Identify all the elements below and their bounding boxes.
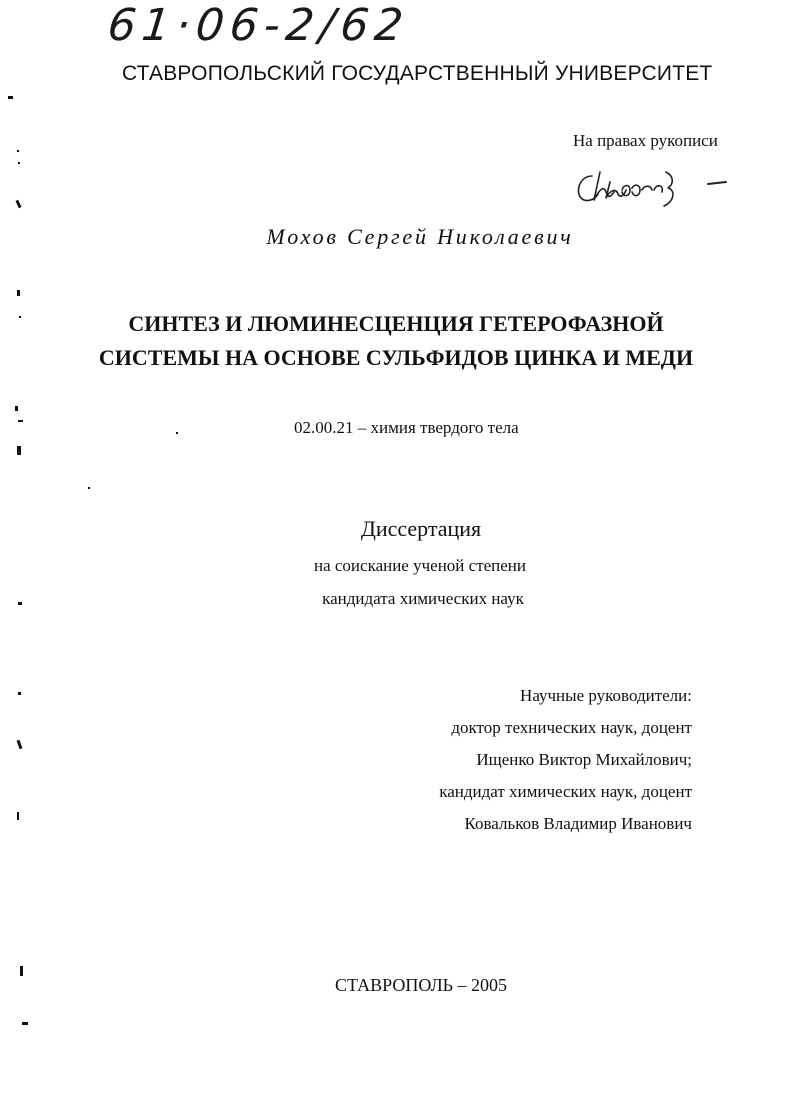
scan-speck (15, 406, 18, 411)
author-signature (570, 162, 740, 212)
document-type: Диссертация (360, 516, 482, 541)
supervisor-2-title: кандидат химических наук, доцент (439, 782, 692, 801)
degree-line-1: на соискание ученой степени (313, 556, 527, 575)
scan-speck (176, 432, 178, 434)
degree-line-2: кандидата химических наук (322, 589, 524, 608)
scan-speck (18, 602, 22, 605)
scan-speck (18, 420, 23, 422)
scan-speck (17, 150, 19, 152)
thesis-title-line-2: СИСТЕМЫ НА ОСНОВЕ СУЛЬФИДОВ ЦИНКА И МЕДИ (98, 345, 694, 370)
supervisor-1-name: Ищенко Виктор Михайлович; (476, 750, 692, 769)
rights-note: На правах рукописи (573, 131, 718, 150)
scan-speck (8, 96, 13, 99)
scan-speck (20, 966, 23, 976)
scan-speck (88, 487, 90, 489)
scan-speck (18, 692, 21, 695)
scan-speck (19, 316, 21, 318)
author-name: Мохов Сергей Николаевич (266, 224, 574, 249)
scan-speck (17, 290, 20, 296)
supervisor-2-name: Ковальков Владимир Иванович (464, 814, 692, 833)
scan-speck (17, 740, 23, 749)
archive-code-handwritten: 61·06-2/62 (105, 0, 412, 51)
specialty-code: 02.00.21 – химия твердого тела (294, 418, 519, 437)
supervisor-1-title: доктор технических наук, доцент (451, 718, 692, 737)
scan-speck (17, 446, 21, 455)
scan-speck (18, 162, 20, 164)
scan-speck (15, 200, 21, 209)
thesis-title-line-1: СИНТЕЗ И ЛЮМИНЕСЦЕНЦИЯ ГЕТЕРОФАЗНОЙ (128, 311, 664, 336)
university-name: СТАВРОПОЛЬСКИЙ ГОСУДАРСТВЕННЫЙ УНИВЕРСИТЕТ (122, 62, 713, 85)
city-year: СТАВРОПОЛЬ – 2005 (335, 975, 507, 995)
scan-speck (22, 1022, 28, 1025)
supervisors-heading: Научные руководители: (520, 686, 692, 705)
scan-speck (17, 812, 19, 820)
